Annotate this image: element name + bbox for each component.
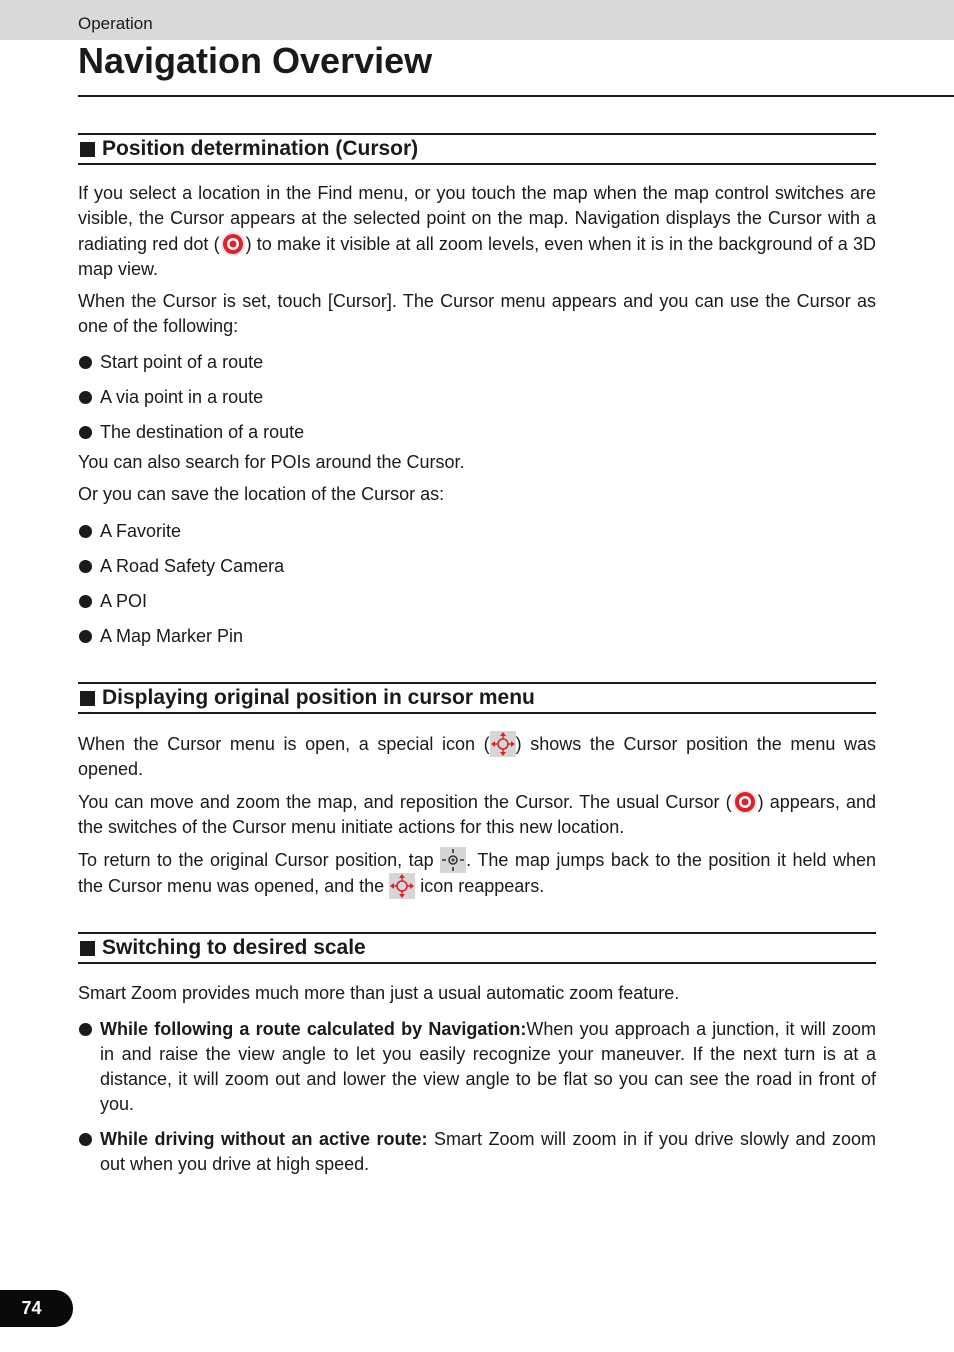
bullet-icon: [78, 624, 100, 649]
list-item: A Favorite: [78, 519, 876, 544]
section-heading-text: Position determination (Cursor): [102, 137, 419, 160]
bullet-icon: [78, 1017, 100, 1117]
section-heading-text: Displaying original position in cursor menu: [102, 686, 535, 709]
paragraph: When the Cursor menu is open, a special icon ( ) shows the Cursor position the menu was opened.: [78, 731, 876, 782]
section-heading-cursor-menu: [78, 682, 876, 714]
square-bullet-icon: [80, 941, 95, 956]
section-heading-position: [78, 133, 876, 165]
list-item: While following a route calculated by Navigation:When you approach a junction, it will zoom in and raise the view angle to let you easily recognize your maneuver. If the next turn is at a distance, it will zoom out and lower the view angle to be flat so you can see the road in front of you.: [78, 1017, 876, 1117]
title-rule: [78, 95, 954, 97]
bullet-icon: [78, 385, 100, 410]
list-item: A via point in a route: [78, 385, 876, 410]
bullet-icon: [78, 1127, 100, 1177]
bullet-icon: [78, 519, 100, 544]
section-heading-scale: [78, 932, 876, 964]
paragraph: If you select a location in the Find menu, or you touch the map when the map control switches are visible, the Cursor appears at the selected point on the map. Navigation displays the Cursor with a radiating red dot ( ) to make it visible at all zoom levels, even when it is in the background of a 3D map view.: [78, 183, 877, 279]
bullet-icon: [78, 589, 100, 614]
center-target-icon: [440, 847, 466, 873]
crosshair-arrows-icon: [389, 873, 415, 899]
bullet-icon: [78, 554, 100, 579]
red-dot-cursor-icon: [220, 231, 246, 257]
list-item: A POI: [78, 589, 876, 614]
list-item: The destination of a route: [78, 420, 876, 445]
bullet-icon: [78, 350, 100, 375]
bullet-list: [78, 519, 876, 649]
paragraph: To return to the original Cursor position, tap . The map jumps back to the position it held when the Cursor menu was opened, and the icon reappears.: [78, 847, 876, 899]
page-title: Navigation Overview: [78, 40, 433, 81]
paragraph: Smart Zoom provides much more than just a usual automatic zoom feature.: [78, 983, 680, 1003]
square-bullet-icon: [80, 142, 95, 157]
red-dot-cursor-icon: [732, 789, 758, 815]
content: [78, 133, 876, 1177]
paragraph: You can move and zoom the map, and reposition the Cursor. The usual Cursor ( ) appears, and the switches of the Cursor menu initiate actions for this new location.: [78, 789, 876, 840]
paragraph: You can also search for POIs around the Cursor.: [78, 452, 465, 472]
section-label: Operation: [78, 14, 153, 33]
page-number: 74: [0, 1290, 73, 1327]
crosshair-arrows-icon: [490, 731, 516, 757]
paragraph: When the Cursor is set, touch [Cursor]. The Cursor menu appears and you can use the Cursor as one of the following:: [78, 291, 876, 336]
list-item: While driving without an active route: Smart Zoom will zoom in if you drive slowly and zoom out when you drive at high speed.: [78, 1127, 876, 1177]
list-item: A Map Marker Pin: [78, 624, 876, 649]
bullet-icon: [78, 420, 100, 445]
list-item: A Road Safety Camera: [78, 554, 876, 579]
square-bullet-icon: [80, 691, 95, 706]
bullet-list: [78, 350, 876, 445]
section-heading-text: Switching to desired scale: [102, 936, 366, 959]
list-item: Start point of a route: [78, 350, 876, 375]
paragraph: Or you can save the location of the Cursor as:: [78, 484, 445, 504]
